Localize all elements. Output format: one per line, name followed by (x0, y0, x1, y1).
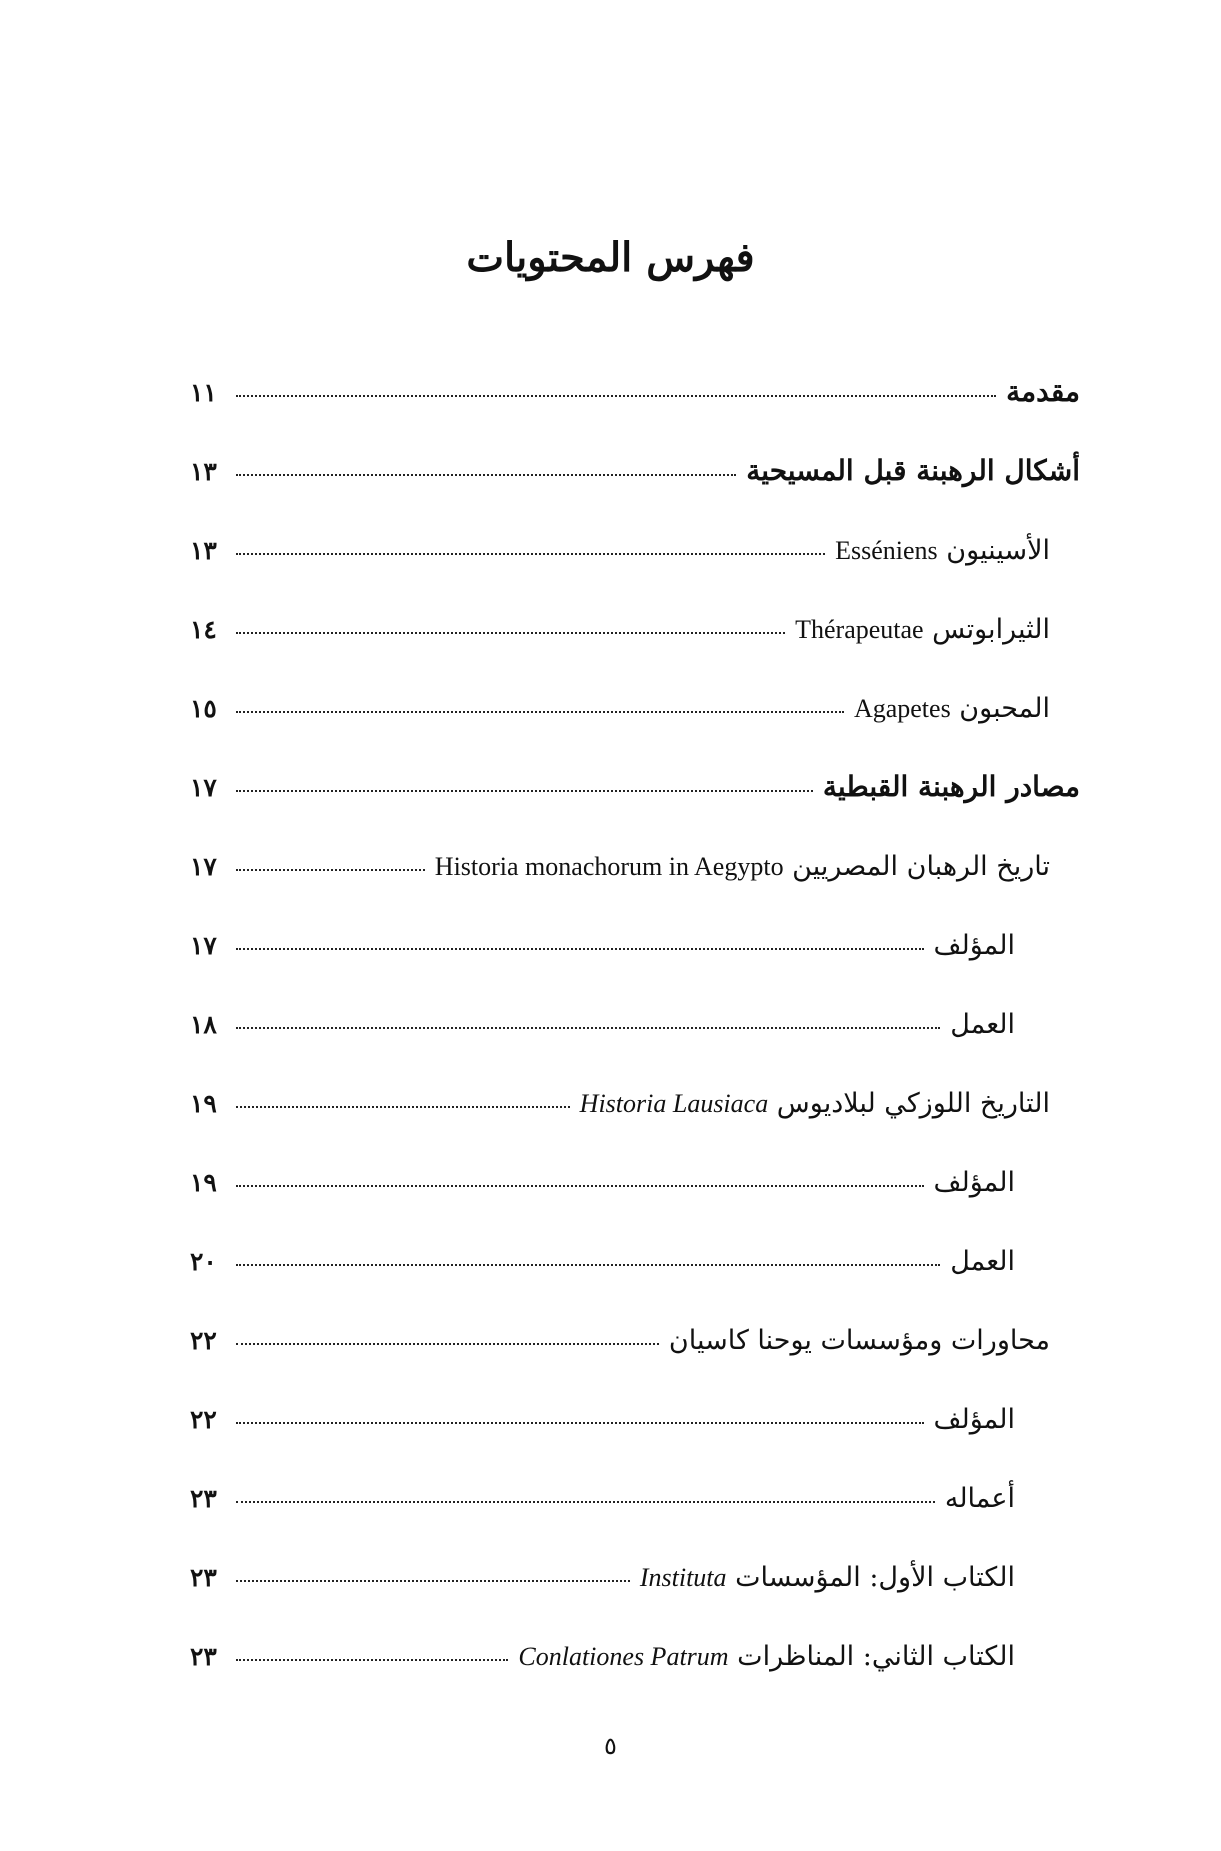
toc-entry-latin: Agapetes (853, 694, 951, 723)
toc-entry-arabic: المؤلف (933, 930, 1015, 961)
toc-entry (190, 1089, 1080, 1168)
toc-entry-page: ٢٢ (190, 1405, 217, 1434)
toc-entry-page: ٢٣ (190, 1484, 217, 1513)
toc-entry-title (640, 1564, 1015, 1591)
toc-entry-arabic: الثيرابوتس (932, 614, 1050, 645)
dot-leader (236, 1659, 508, 1661)
dot-leader (236, 1422, 924, 1424)
dot-leader (236, 1501, 935, 1503)
toc-entry (190, 852, 1080, 931)
toc-entry-arabic: العمل (950, 1246, 1015, 1277)
toc-entry-page: ٢٣ (190, 1642, 217, 1671)
toc-entry-arabic: أعماله (944, 1483, 1015, 1514)
dot-leader (236, 1027, 940, 1029)
toc-entry-page: ١٧ (190, 773, 217, 802)
toc-entry-title (1006, 375, 1080, 408)
dot-leader (236, 1106, 570, 1108)
toc-entry-page: ٢٠ (190, 1247, 217, 1276)
toc-entry (190, 1326, 1080, 1405)
toc-entry-page: ٢٣ (190, 1563, 217, 1592)
toc-entry-title (950, 1011, 1015, 1038)
dot-leader (236, 1185, 924, 1187)
toc-entry-arabic: أشكال الرهبنة قبل المسيحية (746, 454, 1080, 487)
toc-entry (190, 1484, 1080, 1563)
toc-entry-page: ١٥ (190, 694, 217, 723)
dot-leader (236, 474, 736, 476)
dot-leader (236, 869, 425, 871)
toc-entry-page: ١١ (190, 378, 217, 407)
toc-entry-arabic: مصادر الرهبنة القبطية (822, 770, 1080, 803)
toc-entry (190, 770, 1080, 852)
toc-entry-title (795, 616, 1050, 643)
toc-entry-page: ١٣ (190, 536, 217, 565)
toc-entry (190, 931, 1080, 1010)
toc-entry-page: ١٩ (190, 1089, 217, 1118)
toc-entry-title (934, 932, 1015, 959)
toc-entry (190, 1563, 1080, 1642)
toc-entry-arabic: مقدمة (1006, 375, 1080, 408)
toc-entry (190, 1168, 1080, 1247)
toc-entry-page: ١٧ (190, 931, 217, 960)
toc-entry-page: ١٧ (190, 852, 217, 881)
toc-entry-title (854, 695, 1050, 722)
toc-entry-arabic: التاريخ اللوزكي لبلاديوس (776, 1088, 1050, 1119)
dot-leader (236, 1580, 630, 1582)
dot-leader (236, 395, 996, 397)
dot-leader (236, 711, 844, 713)
toc-entry-arabic: الكتاب الثاني: المناظرات (737, 1641, 1015, 1672)
toc-entry-arabic: العمل (950, 1009, 1015, 1040)
toc-entry-title (518, 1643, 1015, 1670)
toc-entry-latin: Esséniens (835, 536, 938, 565)
toc-entry-title (580, 1090, 1050, 1117)
dot-leader (236, 553, 825, 555)
toc-entry-arabic: المؤلف (933, 1404, 1015, 1435)
toc-entry-title (746, 454, 1080, 487)
toc-entry-latin: Thérapeutae (795, 615, 924, 644)
toc-entry-page: ١٤ (190, 615, 217, 644)
toc-entry-latin: Historia Lausiaca (579, 1089, 769, 1118)
toc-entry-title (669, 1327, 1050, 1354)
toc-entry (190, 1642, 1080, 1721)
toc-entry (190, 1247, 1080, 1326)
toc-entry-latin: Historia monachorum in Aegypto (434, 852, 784, 881)
toc-entry-page: ١٣ (190, 457, 217, 486)
toc-entry-page: ١٩ (190, 1168, 217, 1197)
page-number: ٥ (604, 1732, 617, 1760)
toc-entry (190, 1010, 1080, 1089)
toc-entry-page: ٢٢ (190, 1326, 217, 1355)
dot-leader (236, 1343, 659, 1345)
toc-entry-latin: Conlationes Patrum (518, 1642, 729, 1671)
toc-entry-arabic: الكتاب الأول: المؤسسات (735, 1562, 1015, 1593)
table-of-contents (190, 375, 1080, 1721)
toc-entry (190, 375, 1080, 457)
toc-entry (190, 1405, 1080, 1484)
toc-entry-arabic: تاريخ الرهبان المصريين (792, 851, 1050, 882)
toc-entry-latin: Instituta (639, 1563, 727, 1592)
toc-entry-arabic: الأسينيون (946, 535, 1050, 566)
toc-entry (190, 454, 1080, 536)
dot-leader (236, 632, 785, 634)
toc-entry-title (835, 537, 1050, 564)
toc-entry (190, 615, 1080, 694)
page-title: فهرس المحتويات (466, 234, 755, 281)
toc-entry-title (822, 770, 1080, 803)
toc-entry-arabic: محاورات ومؤسسات يوحنا كاسيان (668, 1325, 1050, 1356)
toc-entry-arabic: المؤلف (933, 1167, 1015, 1198)
dot-leader (236, 1264, 940, 1266)
toc-entry-title (934, 1406, 1015, 1433)
toc-entry-title (945, 1485, 1015, 1512)
toc-entry-title (435, 853, 1050, 880)
toc-entry (190, 694, 1080, 773)
dot-leader (236, 948, 924, 950)
toc-entry-page: ١٨ (190, 1010, 217, 1039)
toc-entry-title (950, 1248, 1015, 1275)
toc-entry-arabic: المحبون (959, 693, 1050, 724)
toc-entry (190, 536, 1080, 615)
dot-leader (236, 790, 813, 792)
toc-entry-title (934, 1169, 1015, 1196)
